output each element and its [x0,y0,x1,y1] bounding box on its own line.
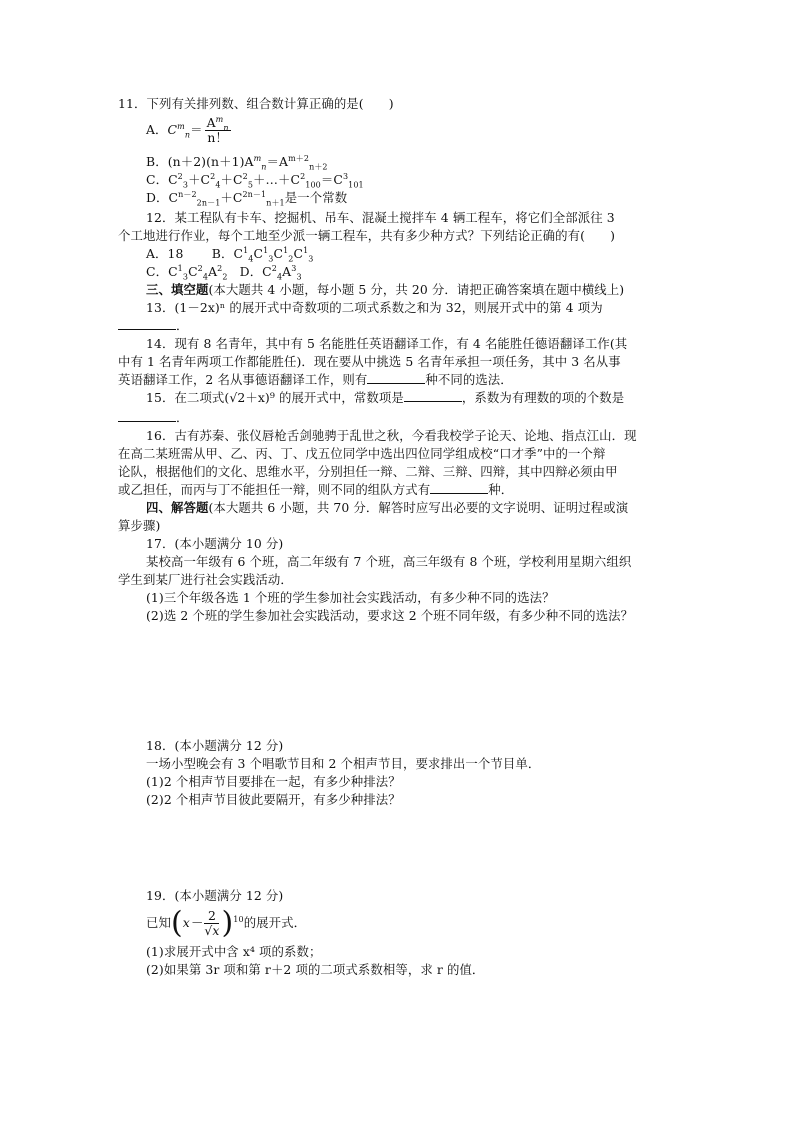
q18-head: 18．(本小题满分 12 分) [146,738,284,753]
q13-line-1: 13．(1－2x)ⁿ 的展开式中奇数项的二项式系数之和为 32，则展开式中的第 4 项为 [146,300,603,315]
q16-line-3: 论队，根据他们的文化、思维水平，分别担任一辩、二辩、三辩、四辩，其中四辩必须由甲 [118,464,618,479]
answer-blank[interactable] [118,409,176,422]
q19-part-2: (2)如果第 3r 项和第 r＋2 项的二项式系数相等，求 r 的值． [146,962,485,977]
q11-option-d: D．$C^{n-2}_{2n-1}+C^{2n-1}_{n+1}$是一个常数 [146,189,348,208]
q11-option-a: A．$C^m_n=$ $\frac{A^m_n}{n!}$ [146,114,229,145]
q12-line-2: 个工地进行作业，每个工地至少派一辆工程车，共有多少种方式？下列结论正确的有( ) [118,228,616,243]
fraction: $\frac{A^m_n}{n!}$ [206,114,229,145]
fraction: $\frac{2}{√x}$ [204,908,220,938]
q11-stem: 11．下列有关排列数、组合数计算正确的是( ) [118,96,394,111]
q11-option-c: C．$C^2_3+C^2_4+C^2_5+\dots+C^2_{100}=C^3_{101}$ [146,171,364,190]
q17-part-2: (2)选 2 个班的学生参加社会实践活动，要求这 2 个班不同年级，有多少种不同的选法？ [146,608,634,623]
q12-options-ab: A．18 B．$C^1_4C^1_3C^1_2C^1_3$ [146,245,314,264]
q14-line-3: 英语翻译工作，2 名从事德语翻译工作，则有 种不同的选法． [118,372,513,387]
q16-line-2: 在高二某班需从甲、乙、丙、丁、戊五位同学中选出四位同学组成校“口才季”中的一个辩 [118,446,606,461]
answer-blank[interactable] [404,389,462,402]
q17-part-1: (1)三个年级各选 1 个班的学生参加社会实践活动，有多少种不同的选法？ [146,590,555,605]
answer-blank[interactable] [367,371,425,384]
q13-line-2: ． [118,316,678,335]
q11-option-b: B．$(n+2)(n+1)A^m_n=A^{m+2}_{n+2}$ [146,153,328,172]
q16-line-1: 16．古有苏秦、张仪唇枪舌剑驰骋于乱世之秋，今看我校学子论天、论地、指点江山．现 [146,428,637,443]
q15-line-2: ． [118,408,678,427]
q16-line-4: 或乙担任，而丙与丁不能担任一辩，则不同的组队方式有 种． [118,482,514,497]
section-3-heading: 三、填空题(本大题共 4 小题，每小题 5 分，共 20 分．请把正确答案填在题中横线上) [146,282,625,297]
q18-part-2: (2)2 个相声节目彼此要隔开，有多少种排法？ [146,792,401,807]
q19-expression-line: 已知(x－ $\frac{2}{√x}$ )$^{10}$的展开式． [146,905,307,941]
section-4-heading-cont: 算步骤) [118,518,161,533]
q17-head: 17．(本小题满分 10 分) [146,536,284,551]
q18-part-1: (1)2 个相声节目要排在一起，有多少种排法？ [146,774,401,789]
q14-line-2: 中有 1 名青年两项工作都能胜任)．现在要从中挑选 5 名青年承担一项任务，其中 3 名从事 [118,354,621,369]
answer-blank[interactable] [118,317,176,330]
section-4-heading: 四、解答题(本大题共 6 小题，共 70 分．解答时应写出必要的文字说明、证明过程或演 [146,500,629,515]
q19-head: 19．(本小题满分 12 分) [146,888,284,903]
q12-line-1: 12．某工程队有卡车、挖掘机、吊车、混凝土搅拌车 4 辆工程车，将它们全部派往 3 [146,210,615,225]
q15-line-1: 15．在二项式(√2＋x)⁹ 的展开式中，常数项是 ，系数为有理数的项的个数是 [146,390,625,405]
answer-blank[interactable] [430,481,488,494]
q18-body: 一场小型晚会有 3 个唱歌节目和 2 个相声节目，要求排出一个节目单． [146,756,541,771]
q17-body-2: 学生到某厂进行社会实践活动． [118,572,293,587]
q12-options-cd: C．$C^1_3C^2_4A^2_2$ D．$C^2_4A^3_3$ [146,263,302,282]
q14-line-1: 14．现有 8 名青年，其中有 5 名能胜任英语翻译工作，有 4 名能胜任德语翻译工作(其 [146,336,628,351]
q17-body-1: 某校高一年级有 6 个班，高二年级有 7 个班，高三年级有 8 个班，学校利用星期六组织 [146,554,632,569]
q19-part-1: (1)求展开式中含 x⁴ 项的系数； [146,944,322,959]
